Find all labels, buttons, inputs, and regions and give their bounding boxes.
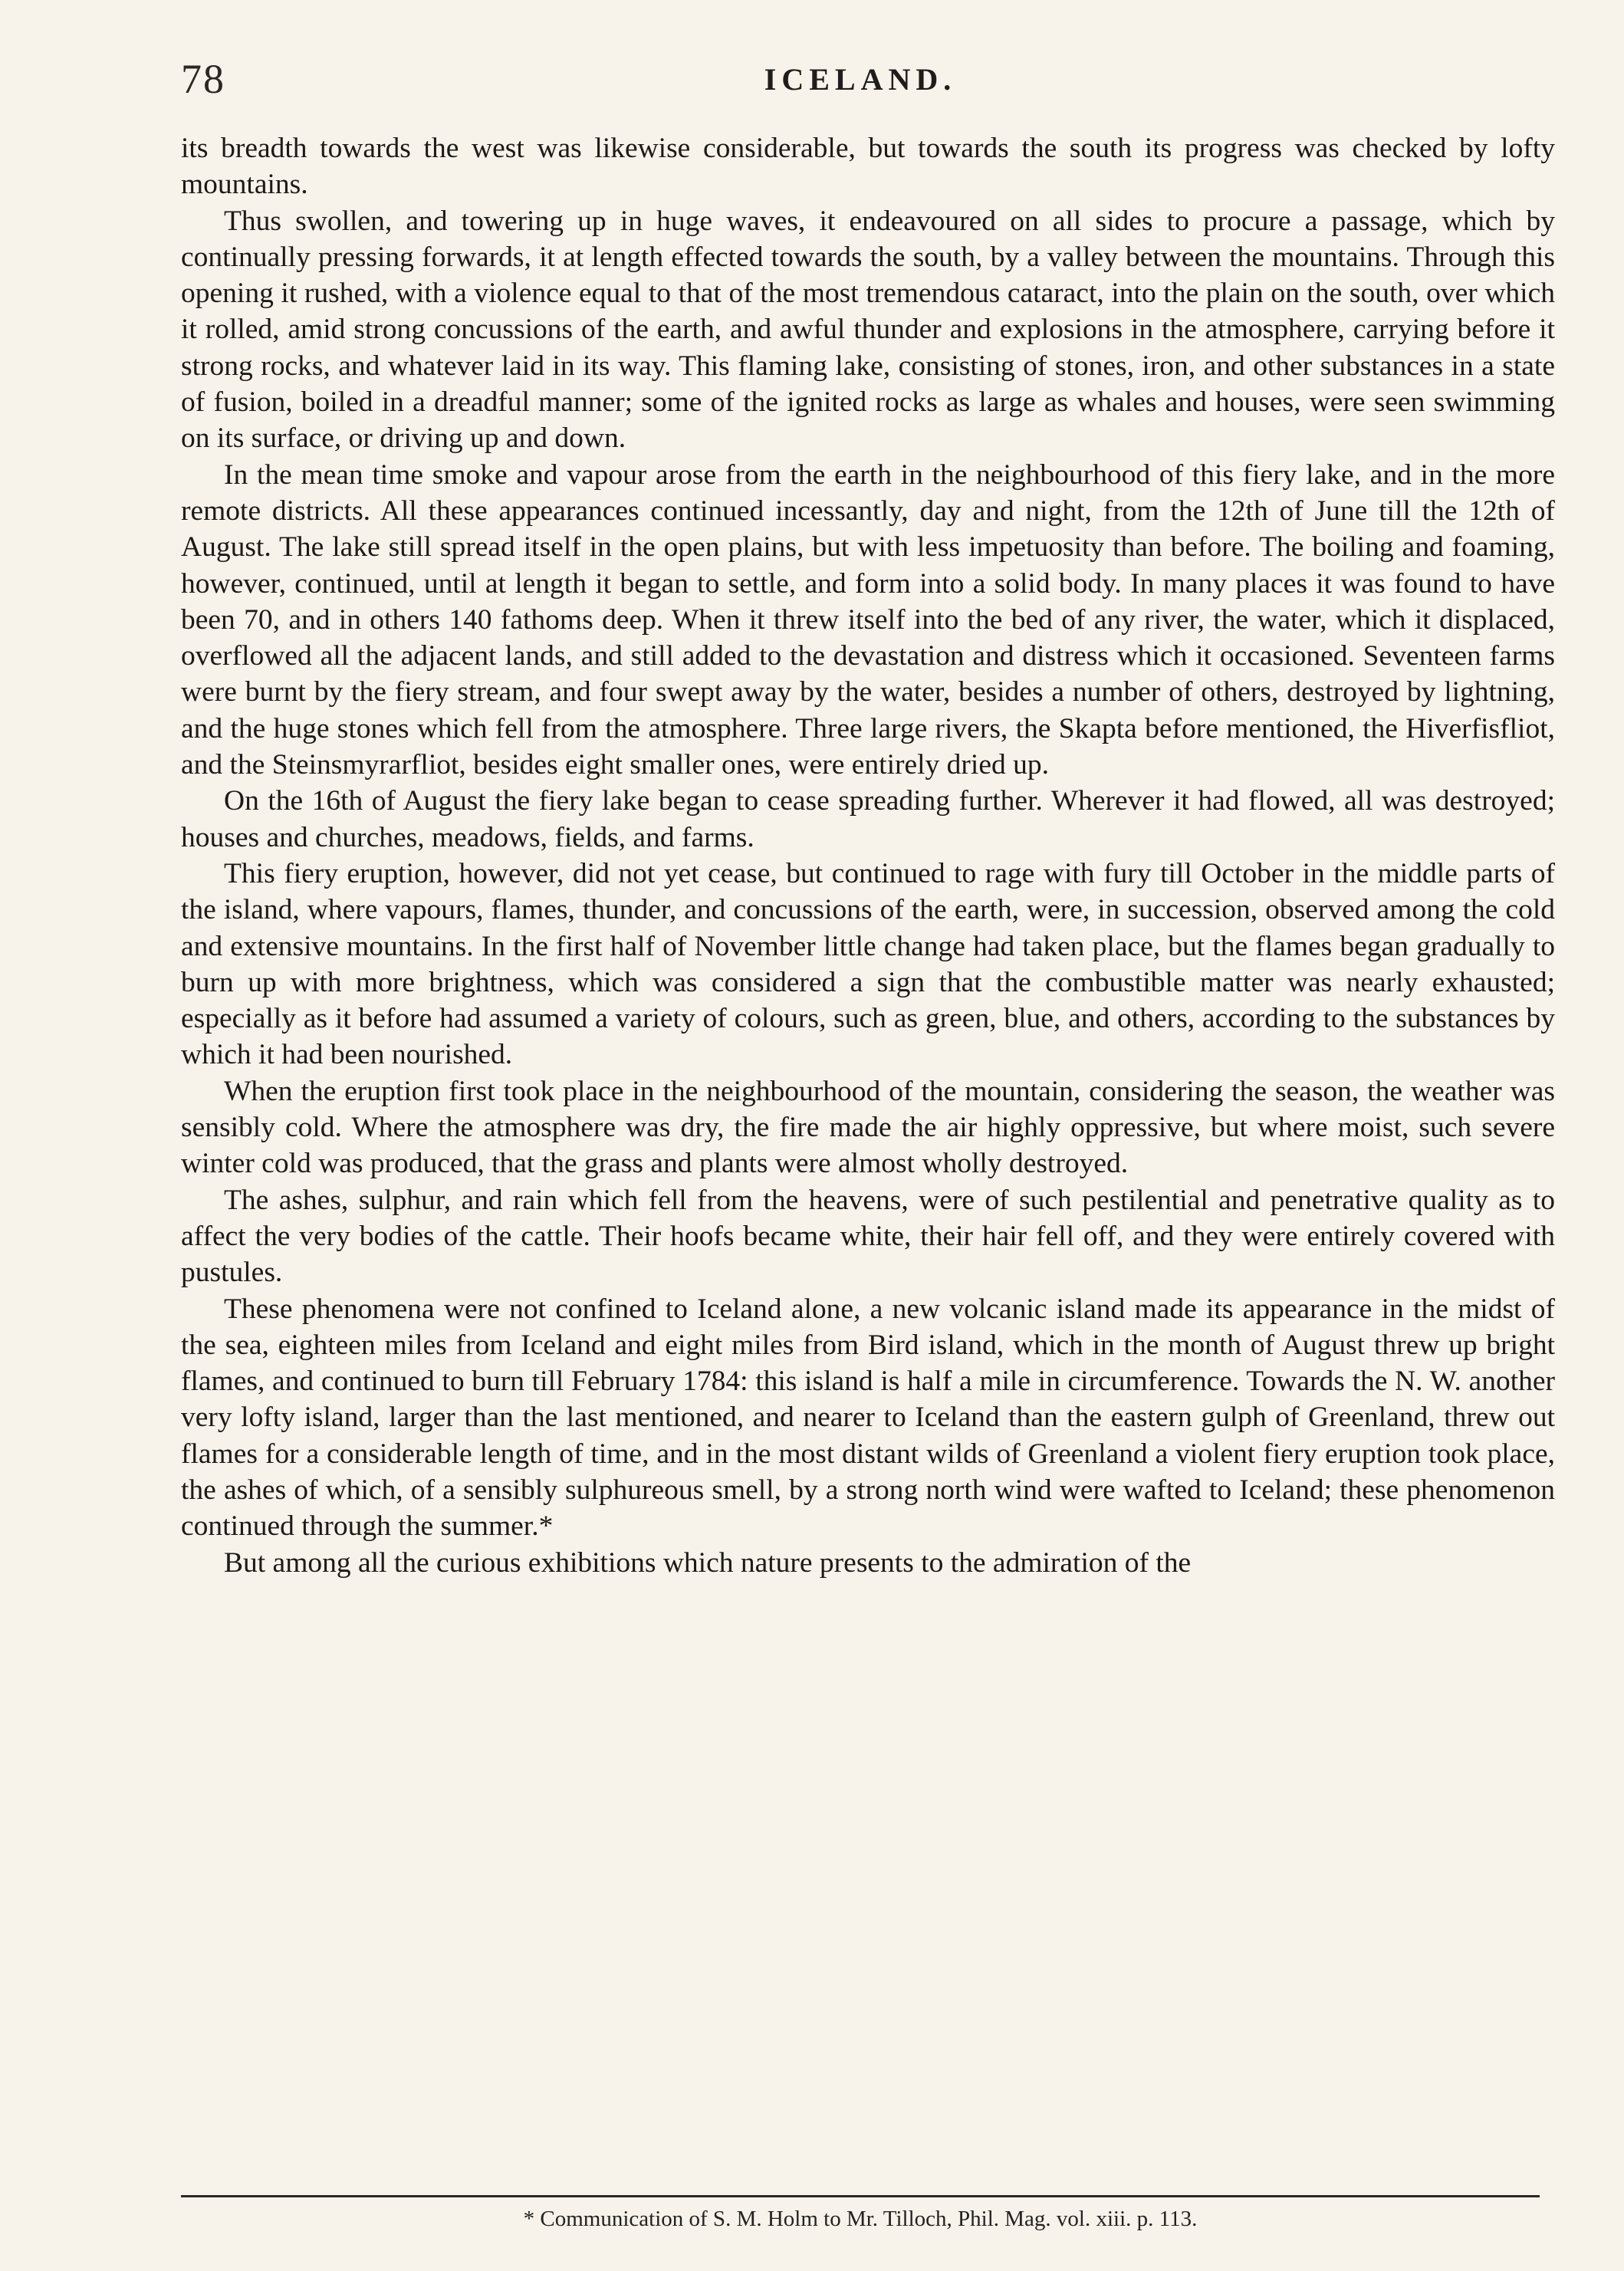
- body-text: [181, 130, 1555, 1581]
- page-number: 78: [181, 56, 225, 102]
- footnote-rule: [181, 2195, 1540, 2197]
- paragraph: On the 16th of August the fiery lake began to cease spreading further. Wherever it had flowed, all was destroyed; houses and churches, meadows, fields, and farms.: [181, 785, 1555, 853]
- paragraph: In the mean time smoke and vapour arose from the earth in the neighbourhood of this fiery lake, and in the more remote districts. All these appearances continued incessantly, day and night, from the 12th of June till the 12th of August. The lake still spread itself in the open plains, but with less impetuosity than before. The boiling and foaming, however, continued, until at length it began to settle, and form into a solid body. In many places it was found to have been 70, and in others 140 fathoms deep. When it threw itself into the bed of any river, the water, which it displaced, overflowed all the adjacent lands, and still added to the devastation and distress which it occasioned. Seventeen farms were burnt by the fiery stream, and four swept away by the water, besides a number of others, destroyed by lightning, and the huge stones which fell from the atmosphere. Three large rivers, the Skapta before mentioned, the Hiverfisfliot, and the Steinsmyrarfliot, besides eight smaller ones, were entirely dried up.: [181, 458, 1555, 781]
- paragraph: its breadth towards the west was likewise considerable, but towards the south its progress was checked by lofty mountains.: [181, 133, 1555, 201]
- running-head: ICELAND.: [764, 62, 957, 97]
- paragraph: The ashes, sulphur, and rain which fell from the heavens, were of such pestilential and penetrative quality as to affect the very bodies of the cattle. Their hoofs became white, their hair fell off, and they were entirely covered with pustules.: [181, 1184, 1555, 1289]
- paragraph: When the eruption first took place in the neighbourhood of the mountain, considering the season, the weather was sensibly cold. Where the atmosphere was dry, the fire made the air highly oppressive, but where moist, such severe winter cold was produced, that the grass and plants were almost wholly destroyed.: [181, 1075, 1555, 1180]
- paragraph: But among all the curious exhibitions which nature presents to the admiration of the: [224, 1546, 1192, 1579]
- paragraph: This fiery eruption, however, did not yet cease, but continued to rage with fury till October in the middle parts of the island, where vapours, flames, thunder, and concussions of the earth, were, in succession, observed among the cold and extensive mountains. In the first half of November little change had taken place, but the flames began gradually to burn up with more brightness, which was considered a sign that the combustible matter was nearly exhausted; especially as it before had assumed a variety of colours, such as green, blue, and others, according to the substances by which it had been nourished.: [181, 857, 1555, 1071]
- paragraph: Thus swollen, and towering up in huge waves, it endeavoured on all sides to procure a passage, which by continually pressing forwards, it at length effected towards the south, by a valley between the mountains. Through this opening it rushed, with a violence equal to that of the most tremendous cataract, into the plain on the south, over which it rolled, amid strong concussions of the earth, and awful thunder and explosions in the atmosphere, carrying before it strong rocks, and whatever laid in its way. This flaming lake, consisting of stones, iron, and other substances in a state of fusion, boiled in a dreadful manner; some of the ignited rocks as large as whales and houses, were seen swimming on its surface, or driving up and down.: [181, 205, 1555, 455]
- page-header: [181, 55, 1540, 104]
- footnote: * Communication of S. M. Holm to Mr. Tilloch, Phil. Mag. vol. xiii. p. 113.: [523, 2207, 1198, 2231]
- paragraph: These phenomena were not confined to Iceland alone, a new volcanic island made its appearance in the midst of the sea, eighteen miles from Iceland and eight miles from Bird island, which in the month of August threw up bright flames, and continued to burn till February 1784: this island is half a mile in circumference. Towards the N. W. another very lofty island, larger than the last mentioned, and nearer to Iceland than the eastern gulph of Greenland, threw out flames for a considerable length of time, and in the most distant wilds of Greenland a violent fiery eruption took place, the ashes of which, of a sensibly sulphureous smell, by a strong north wind were wafted to Iceland; these phenomenon continued through the summer.*: [181, 1293, 1555, 1543]
